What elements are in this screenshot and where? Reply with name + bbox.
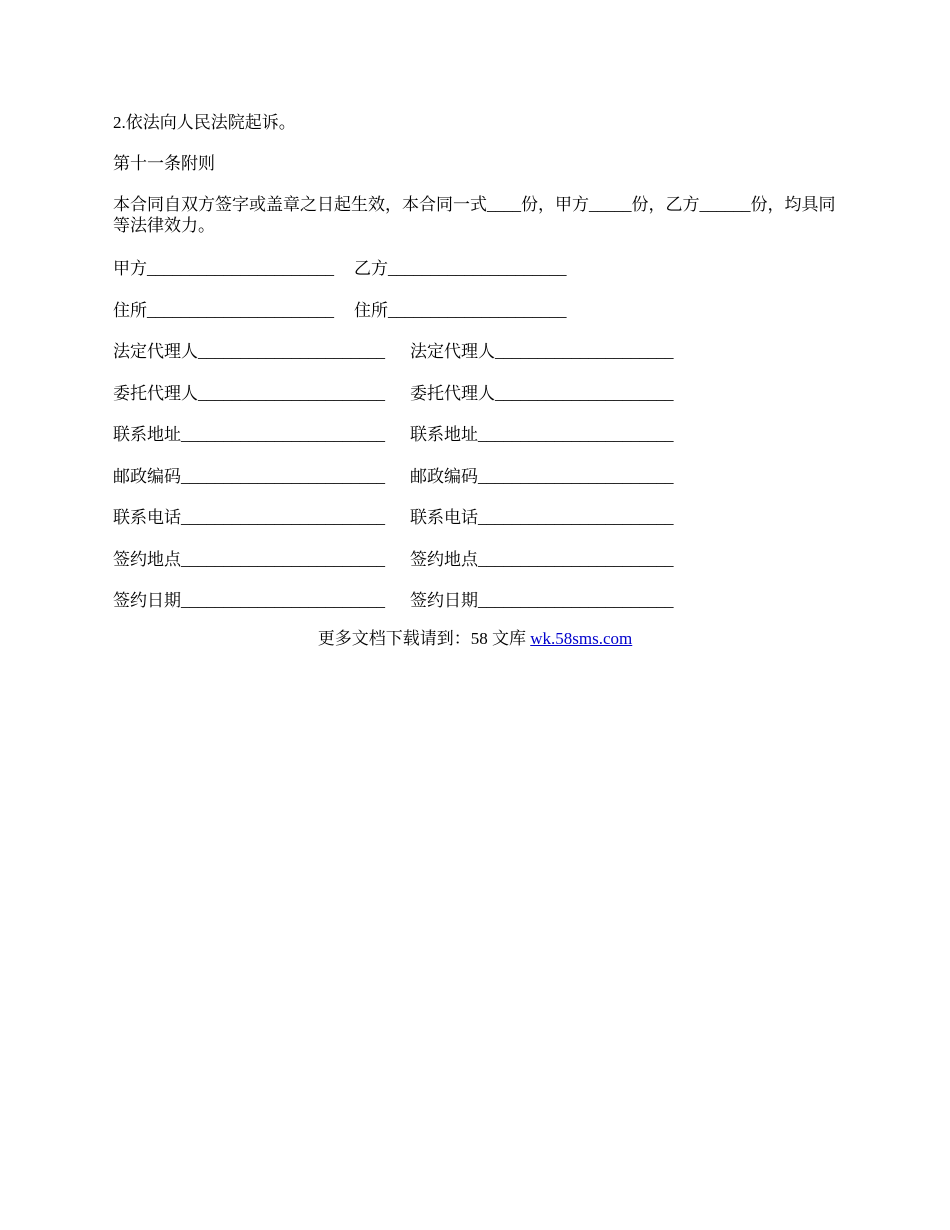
party-b-signing-place-field: 签约地点_______________________ bbox=[410, 549, 674, 569]
party-a-signing-date-field: 签约日期________________________ bbox=[113, 591, 385, 610]
signature-row-contact-address bbox=[113, 424, 843, 445]
footer-link[interactable]: wk.58sms.com bbox=[530, 629, 633, 648]
signature-row-phone bbox=[113, 507, 843, 528]
party-a-legal-representative-field: 法定代理人______________________ bbox=[113, 342, 385, 361]
paragraph-article-eleven-heading: 第十一条附则 bbox=[113, 154, 215, 173]
party-a-signing-place-field: 签约地点________________________ bbox=[113, 549, 385, 569]
signature-row-signing-date bbox=[113, 590, 843, 611]
party-a-postal-code-field: 邮政编码________________________ bbox=[113, 466, 385, 486]
party-a-address-field: 住所______________________ bbox=[113, 300, 334, 320]
signature-row-address bbox=[113, 300, 843, 321]
party-a-phone-field: 联系电话________________________ bbox=[113, 508, 385, 527]
party-a-authorized-agent-field: 委托代理人______________________ bbox=[113, 383, 385, 403]
party-b-legal-representative-field: 法定代理人_____________________ bbox=[410, 342, 674, 361]
signature-row-authorized-agent bbox=[113, 383, 843, 404]
signature-block bbox=[113, 258, 843, 611]
signature-row-signing-place bbox=[113, 549, 843, 570]
party-a-field: 甲方______________________ bbox=[113, 259, 334, 278]
paragraph-effectiveness-clause: 本合同自双方签字或盖章之日起生效，本合同一式____份，甲方_____份，乙方______份，均具同等法律效力。 bbox=[113, 195, 836, 235]
download-footer bbox=[0, 628, 950, 649]
party-b-address-field: 住所_____________________ bbox=[354, 300, 567, 320]
footer-text: 更多文档下载请到：58 文库 bbox=[317, 629, 531, 648]
party-a-contact-address-field: 联系地址________________________ bbox=[113, 425, 385, 444]
document-body bbox=[113, 112, 843, 632]
signature-row-postal-code bbox=[113, 466, 843, 487]
paragraph-lawsuit: 2.依法向人民法院起诉。 bbox=[113, 113, 296, 132]
party-b-postal-code-field: 邮政编码_______________________ bbox=[410, 466, 674, 486]
party-b-phone-field: 联系电话_______________________ bbox=[410, 508, 674, 527]
party-b-field: 乙方_____________________ bbox=[354, 259, 567, 278]
signature-row-party bbox=[113, 258, 843, 279]
signature-row-legal-representative bbox=[113, 341, 843, 362]
party-b-contact-address-field: 联系地址_______________________ bbox=[410, 425, 674, 444]
party-b-signing-date-field: 签约日期_______________________ bbox=[410, 591, 674, 610]
party-b-authorized-agent-field: 委托代理人_____________________ bbox=[410, 383, 674, 403]
